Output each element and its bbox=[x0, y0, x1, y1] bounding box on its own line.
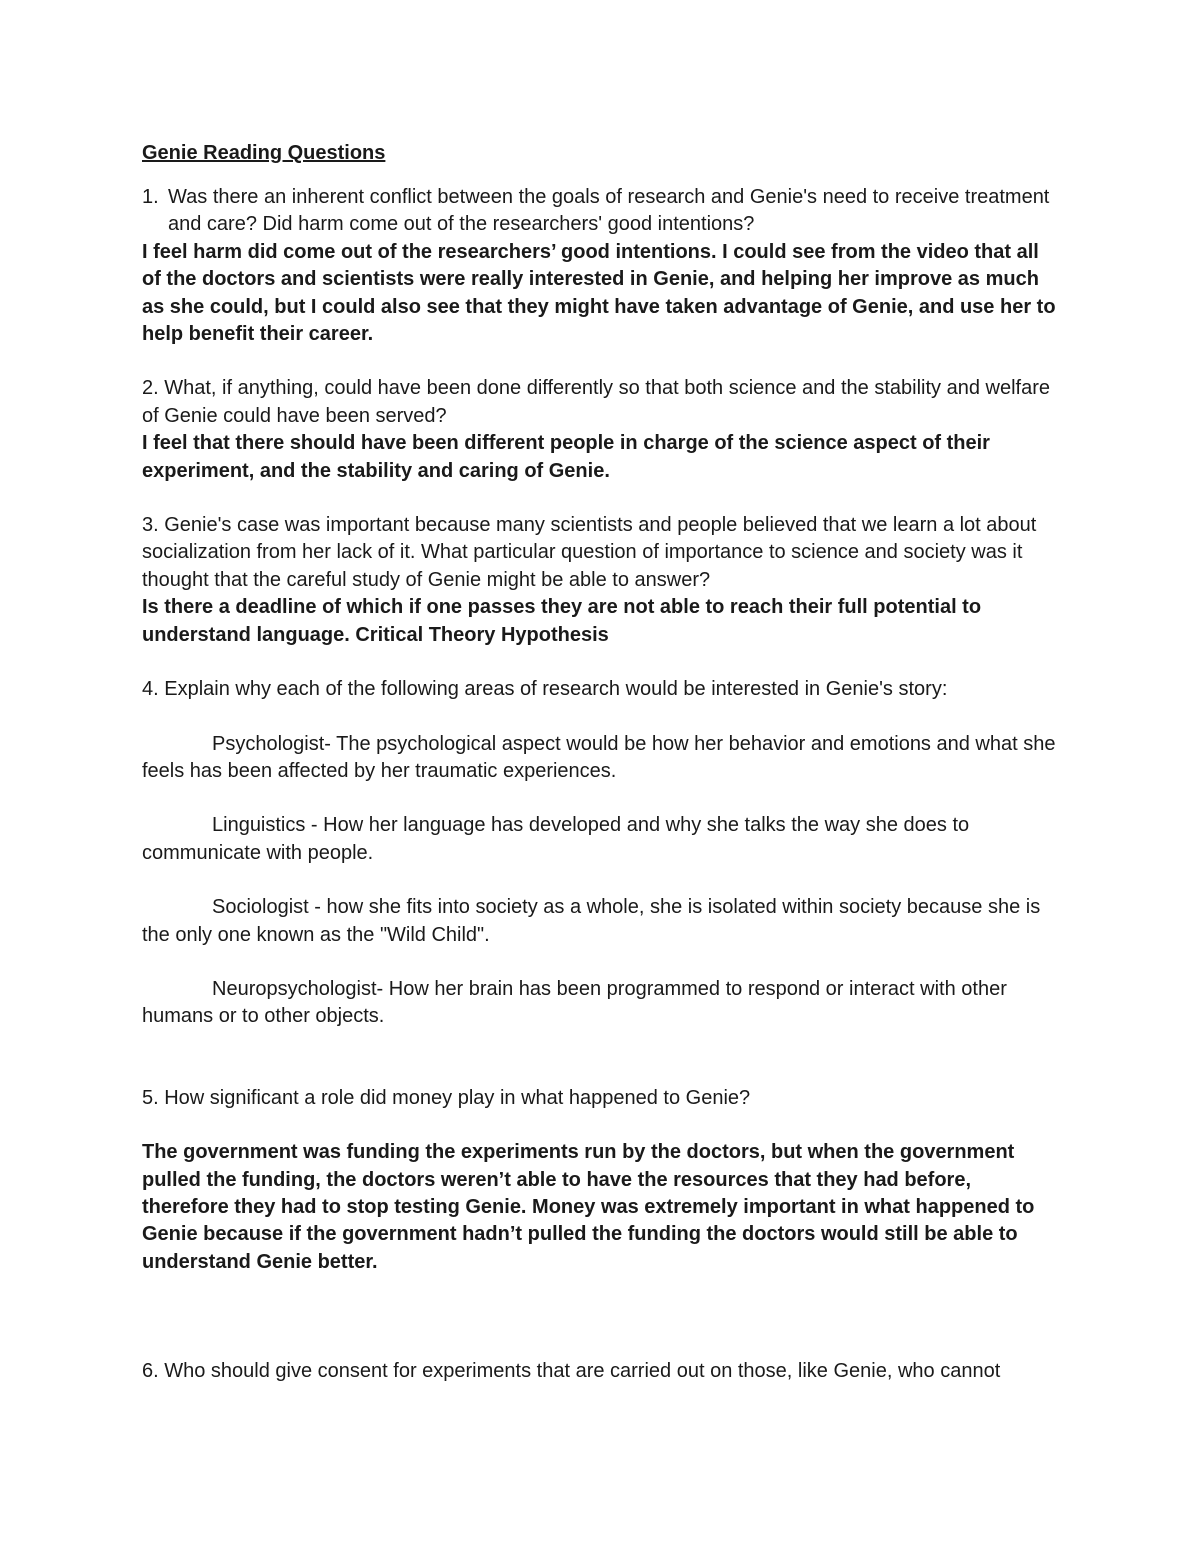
question-3: 3. Genie's case was important because many scientists and people believed that we learn a lot about socialization from her lack of it. What particular question of importance to science and society was it thought that the careful study of Genie might be able to answer? bbox=[142, 514, 1037, 591]
area-sociologist: Sociologist - how she fits into society as a whole, she is isolated within society because she is the only one known as the "Wild Child". bbox=[142, 896, 1041, 946]
question-1-text: Was there an inherent conflict between the goals of research and Genie's need to receive treatment and care? Did harm come out of the researchers' good intentions? bbox=[168, 186, 1050, 236]
question-5: 5. How significant a role did money play in what happened to Genie? bbox=[142, 1086, 751, 1109]
answer-3: Is there a deadline of which if one passes they are not able to reach their full potential to understand language. Critical Theory Hypothesis bbox=[142, 596, 982, 646]
question-2: 2. What, if anything, could have been done differently so that both science and the stability and welfare of Genie could have been served? bbox=[142, 377, 1050, 427]
answer-2: I feel that there should have been different people in charge of the science aspect of their experiment, and the stability and caring of Genie. bbox=[142, 432, 990, 482]
document-title: Genie Reading Questions bbox=[142, 142, 386, 164]
question-4: 4. Explain why each of the following areas of research would be interested in Genie's story: bbox=[142, 678, 948, 701]
document-page bbox=[142, 138, 1057, 1386]
answer-1: I feel harm did come out of the researchers’ good intentions. I could see from the video that all of the doctors and scientists were really interested in Genie, and helping her improve as much as she could, but I could also see that they might have taken advantage of Genie, and use her to help benefit their career. bbox=[142, 240, 1056, 346]
question-1 bbox=[142, 184, 1057, 239]
area-psychologist: Psychologist- The psychological aspect would be how her behavior and emotions and what she feels has been affected by her traumatic experiences. bbox=[142, 732, 1056, 782]
answer-5: The government was funding the experiments run by the doctors, but when the government pulled the funding, the doctors weren’t able to have the resources that they had before, therefore they had to stop testing Genie. Money was extremely important in what happened to Genie because if the government hadn’t pulled the funding the doctors would still be able to understand Genie better. bbox=[142, 1141, 1035, 1273]
area-neuropsychologist: Neuropsychologist- How her brain has been programmed to respond or interact with other humans or to other objects. bbox=[142, 977, 1007, 1028]
question-6: 6. Who should give consent for experiments that are carried out on those, like Genie, who cannot bbox=[142, 1360, 1001, 1383]
question-1-number: 1. bbox=[142, 186, 159, 208]
area-linguistics: Linguistics - How her language has developed and why she talks the way she does to communicate with people. bbox=[142, 814, 970, 864]
